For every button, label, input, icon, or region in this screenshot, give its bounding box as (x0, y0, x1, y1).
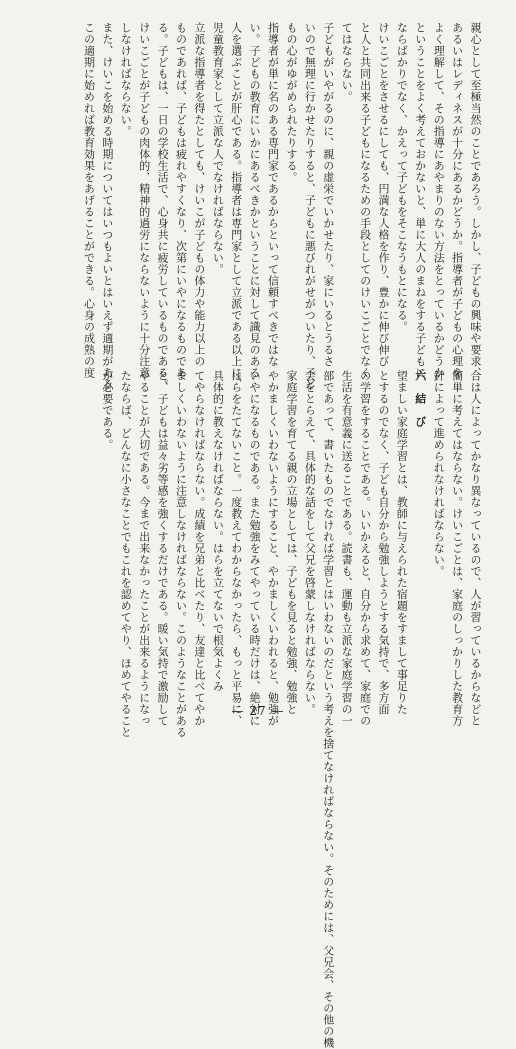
text-line: が必要である。 (100, 370, 114, 451)
text-line: ならばかりでなく、かえって子どもをそこなうもとになる。 (395, 22, 409, 333)
text-line: ということをよく考えておかないと、単に大人のまねをする子どもに (413, 22, 427, 379)
text-line: 部であって、書いたものでなければ学習とはいわないのだという考えを捨てなければならない。そのためには、父兄会、その他の機 (321, 370, 335, 1049)
text-line: 指導者が単に名のある専門家であるからといって信頼すべきではな (266, 22, 280, 367)
text-line: けいこごとが子どもの肉体的、精神的過労にならないように十分注意 (137, 22, 151, 379)
text-line: けいこごとをさせるにしても、円満な人格を作り、豊かに伸び伸び (376, 22, 390, 367)
text-line: る。子どもは、一日の学校生活で、心身共に疲労しているものである。 (156, 22, 170, 390)
page-number: — 27 — (231, 704, 285, 718)
text-line: はらをたてないこと。一度教えてわからなかったら、もっと平易に、 (229, 370, 243, 727)
text-line: たならば、どんなに小さなことでもこれを認めてやり、ほめてやること (119, 370, 133, 738)
text-line: しなければならない。 (119, 22, 133, 137)
text-line: と、子どもは益々劣等感を強くするだけである。暖い気持で激励して (156, 370, 170, 727)
text-line: この適期に始めれば教育効果をあげることができる。心身の成熟の度 (82, 22, 96, 379)
text-line: ものであれば、子どもは疲れやすくなり、次第にいやになるものであ (174, 22, 188, 379)
text-line: 子どもがいやがるのに、親の虚栄でいかせたり、家にいるとうるさ (321, 22, 335, 367)
text-line: また、けいこを始める時期についてはいつもよいとはいえず適期がある (100, 22, 114, 390)
text-line: もの心がゆがめられたりする。 (284, 22, 298, 183)
text-line: あるいはレディネスが十分にあるかどうか。指導者が子どもの心理を (450, 22, 464, 379)
text-line: ましくいわないように注意しなければならない。このようなことがある (174, 370, 188, 738)
text-line: 針によって進められなければならない。 (432, 370, 446, 577)
text-line: 家庭学習を育てる親の立場としては、子どもを見ると勉強、勉強と (284, 370, 298, 715)
text-line: と人と共同出来る子どもになるための手段としてのけいこごとでなく (358, 22, 372, 379)
text-line: 具体的に教えなければならない。はらを立てないで根気よくみ (211, 370, 225, 692)
text-line: 立派な指導者を得たとしても、けいこが子どもの体力や能力以上の (192, 22, 206, 367)
text-line: 簡単に考えてはならない。けいこごとは、家庭のしっかりした教育方 (450, 370, 464, 727)
text-line: いやになるものである。また勉強をみてやっている時だけは、絶対に (248, 370, 262, 727)
text-line: 会をとらえて、具体的な話をして父兄を啓蒙しなければならない。 (303, 370, 317, 715)
text-line: やることが大切である。今まで出来なかったことが出来るようになっ (137, 370, 151, 727)
text-line: いので無理に行かせたりすると、子どもに悪びれがせがついたり、子ど (303, 22, 317, 390)
text-line: 望ましい家庭学習とは、教師に与えられた宿題をすまして事足りた (395, 370, 409, 715)
text-line: てはならない。 (340, 22, 354, 103)
text-line: の学習をすることである。いいかえると、自分から求めて、家庭での (358, 370, 372, 727)
text-line: 生活を有意義に送ることである。読書も、運動も立派な家庭学習の一 (340, 370, 354, 727)
text-line: 親心として至極当然のことであろう。しかし、子どもの興味や要求、 (469, 22, 482, 379)
text-line: てやらなければならない。成績を兄弟と比べたり、友達と比べてやか (192, 370, 206, 727)
text-line: 人を選ぶことが肝心である。指導者は専門家として立派である以上に、 (229, 22, 243, 390)
section-heading: 六 結 び (413, 370, 427, 428)
text-line: とするのでなく、子ども自分から勉強しようとする気持で、多方面 (376, 370, 390, 715)
text-line: やかましくいわないようにすること、やかましくいわれると、勉強が (266, 370, 280, 727)
text-line: 合は人によってかなり異なっているので、人が習っているからなどと (469, 370, 482, 727)
text-line: い。子どもの教育にいかにあるべきかということに対して識見のある (248, 22, 262, 379)
upper-text-block (36, 22, 484, 390)
text-line: 児童教育家として立派な人でなければならない。 (211, 22, 225, 275)
text-line: よく理解して、その指導にあやまりのない方法をとっているかどうか (432, 22, 446, 379)
